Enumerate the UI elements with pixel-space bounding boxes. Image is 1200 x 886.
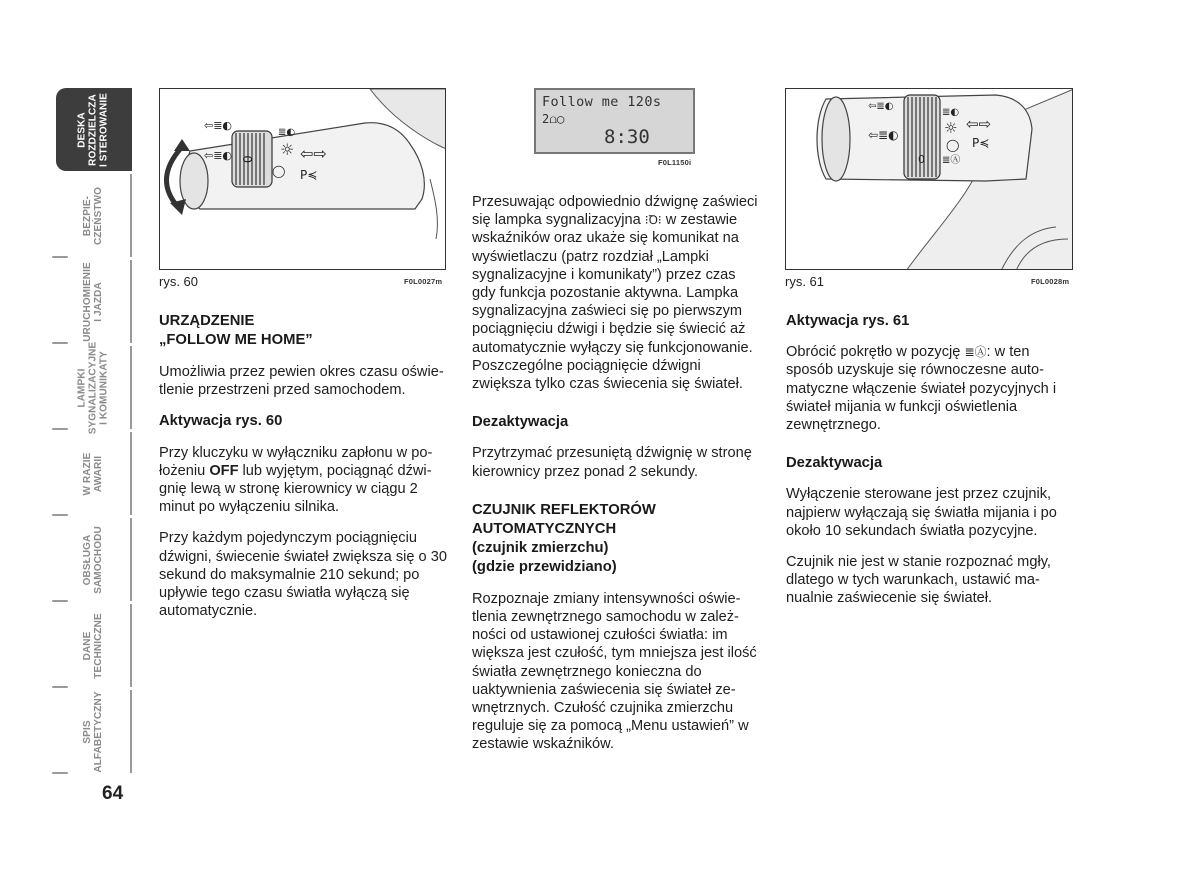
tab-label: BEZPIE- CZEŃSTWO <box>82 186 104 245</box>
follow-me-lamp-icon: ⁝Ꝺ⁝ <box>644 213 662 228</box>
figure-60-code: F0L0027m <box>404 277 443 286</box>
deactivation-61-paragraph: Wyłączenie sterowane jest przez czujnik, najpierw wyłączają się światła mijania i po około 10 sekundach światła pozycyjne. <box>786 486 1057 539</box>
tab-lampki[interactable] <box>56 341 132 434</box>
tab-label: URUCHOMIENIE I JAZDA <box>82 261 104 342</box>
move-lever-paragraph: Przesuwając odpowiednio dźwignę zaświeci się lampka sygnalizacyjna ⁝Ꝺ⁝ w zestawie wskaźników oraz ukaże się komunikat na wyświetlaczu (patrz rozdział „Lampki sygnalizacyjne i komunikaty”) przez czas gdy funkcja pozostanie aktywna. Lampka sygnalizacyjna zaświeci się po pierwszym pociągnięciu dźwigi i będzie się świecić aż automatycznie wyłączy się funkcjonowanie. Poszczególne pociągnięcie dźwigni zwiększa tylko czas świecenia się świateł. <box>472 194 758 393</box>
figure-61-caption: rys. 61 <box>785 274 825 289</box>
svg-text:≣Ⓐ: ≣Ⓐ <box>942 155 961 166</box>
svg-text:☼: ☼ <box>944 119 958 137</box>
activation-61-paragraph: Obrócić pokrętło w pozycję ≣Ⓐ: w ten sposób uzyskuje się równoczesne automatyczne włączenie świateł pozycyjnych i świateł mijania w funkcji oświetlenia zewnętrznego. <box>786 344 1057 434</box>
lever-illustration <box>786 89 1073 270</box>
tab-label: W RAZIE AWARII <box>82 452 104 495</box>
lcd-line-1: Follow me 120s <box>542 94 662 110</box>
activation-61-heading: Aktywacja rys. 61 <box>786 313 910 329</box>
tab-w-razie-awarii[interactable] <box>56 432 132 515</box>
lcd-line-2: 2⩍◯ <box>542 112 565 126</box>
follow-me-home-heading: URZĄDZENIE „FOLLOW ME HOME” <box>159 313 313 348</box>
lcd-code: F0L1150i <box>658 158 692 167</box>
activation-paragraph: Przy kluczyku w wyłączniku zapłonu w położeniu OFF lub wyjętym, pociągnąć dźwignię lewą w stronę kierownicy w ciągu 2 minut po wyłączeniu silnika. <box>159 444 433 516</box>
figure-61-code: F0L0028m <box>1031 277 1070 286</box>
tab-label: SPIS ALFABETYCZNY <box>82 690 104 773</box>
sensor-heading: CZUJNIK REFLEKTORÓW AUTOMATYCZNYCH (czujnik zmierzchu) (gdzie przewidziano) <box>472 501 656 575</box>
column-2 <box>472 193 760 767</box>
tab-uruchomienie[interactable] <box>56 260 132 343</box>
svg-text:⇦≣◐: ⇦≣◐ <box>204 119 233 132</box>
svg-text:P≼: P≼ <box>972 136 990 150</box>
svg-text:⇦⇨: ⇦⇨ <box>966 115 992 133</box>
svg-text:0: 0 <box>241 155 255 163</box>
lcd-clock: 8:30 <box>604 126 650 148</box>
tab-spis-alfabetyczny[interactable] <box>56 690 132 773</box>
intro-paragraph: Umożliwia przez pewien okres czasu oświetlenie przestrzeni przed samochodem. <box>159 364 444 399</box>
off-position: OFF <box>209 462 239 479</box>
svg-text:⇦⇨: ⇦⇨ <box>300 144 327 163</box>
sensor-paragraph: Rozpoznaje zmiany intensywności oświetlenia zewnętrznego samochodu w zależności od ustawionej czułości światła: im większa jest czułość, tym mniejsza jest ilość światła zewnętrznego konieczna do uaktywnienia zaświecenia się świateł zewnętrznych. Czułość czujnika zmierzchu reguluje się za pomocą „Menu ustawień” w zestawie wskaźników. <box>472 590 757 753</box>
svg-text:◯: ◯ <box>272 164 286 178</box>
activation-heading: Aktywacja rys. 60 <box>159 413 283 430</box>
tab-label: OBSŁUGA SAMOCHODU <box>82 525 104 594</box>
deactivation-heading: Dezaktywacja <box>472 414 569 431</box>
svg-text:◯: ◯ <box>946 138 960 152</box>
tab-deska-rozdzielcza[interactable] <box>56 88 132 171</box>
lcd-display <box>534 88 695 154</box>
auto-lights-icon: ≣Ⓐ <box>964 345 987 360</box>
deactivation-paragraph: Przytrzymać przesuniętą dźwignię w stronę kierownicy przez ponad 2 sekundy. <box>472 445 752 480</box>
tab-label: DANE TECHNICZNE <box>82 612 104 679</box>
figure-61 <box>785 88 1073 270</box>
tab-dane-techniczne[interactable] <box>56 604 132 687</box>
svg-text:⇦≣◐: ⇦≣◐ <box>204 149 233 162</box>
svg-text:≣◐: ≣◐ <box>278 127 296 138</box>
svg-text:⇦≣◐: ⇦≣◐ <box>868 101 894 112</box>
svg-text:⇦≣◐: ⇦≣◐ <box>868 128 899 142</box>
lever-illustration <box>160 89 446 270</box>
svg-text:P≼: P≼ <box>300 168 318 182</box>
tab-obsluga[interactable] <box>56 518 132 601</box>
column-1 <box>159 312 447 633</box>
each-pull-paragraph: Przy każdym pojedynczym pociągnięciu dźwigni, świecenie świateł zwiększa się o 30 sekund do maksymalnie 210 sekund; po upływie tego czasu światła wyłączą się automatycznie. <box>159 530 447 620</box>
figure-60-caption: rys. 60 <box>159 274 199 289</box>
tab-label: DESKA ROZDZIELCZA I STEROWANIE <box>76 92 110 167</box>
tab-bezpieczenstwo[interactable] <box>56 174 132 257</box>
deactivation-61-heading: Dezaktywacja <box>786 455 883 472</box>
tab-label: LAMPKI SYGNALIZACYJNE I KOMUNIKATY <box>76 341 110 434</box>
page-number: 64 <box>102 783 124 804</box>
svg-text:≣◐: ≣◐ <box>942 107 960 118</box>
svg-text:☼: ☼ <box>280 140 295 159</box>
column-3 <box>786 312 1074 621</box>
svg-text:0: 0 <box>918 153 925 166</box>
figure-60 <box>159 88 446 270</box>
fog-paragraph: Czujnik nie jest w stanie rozpoznać mgły, dlatego w tych warunkach, ustawić manualnie zaświecenie się świateł. <box>786 554 1051 607</box>
